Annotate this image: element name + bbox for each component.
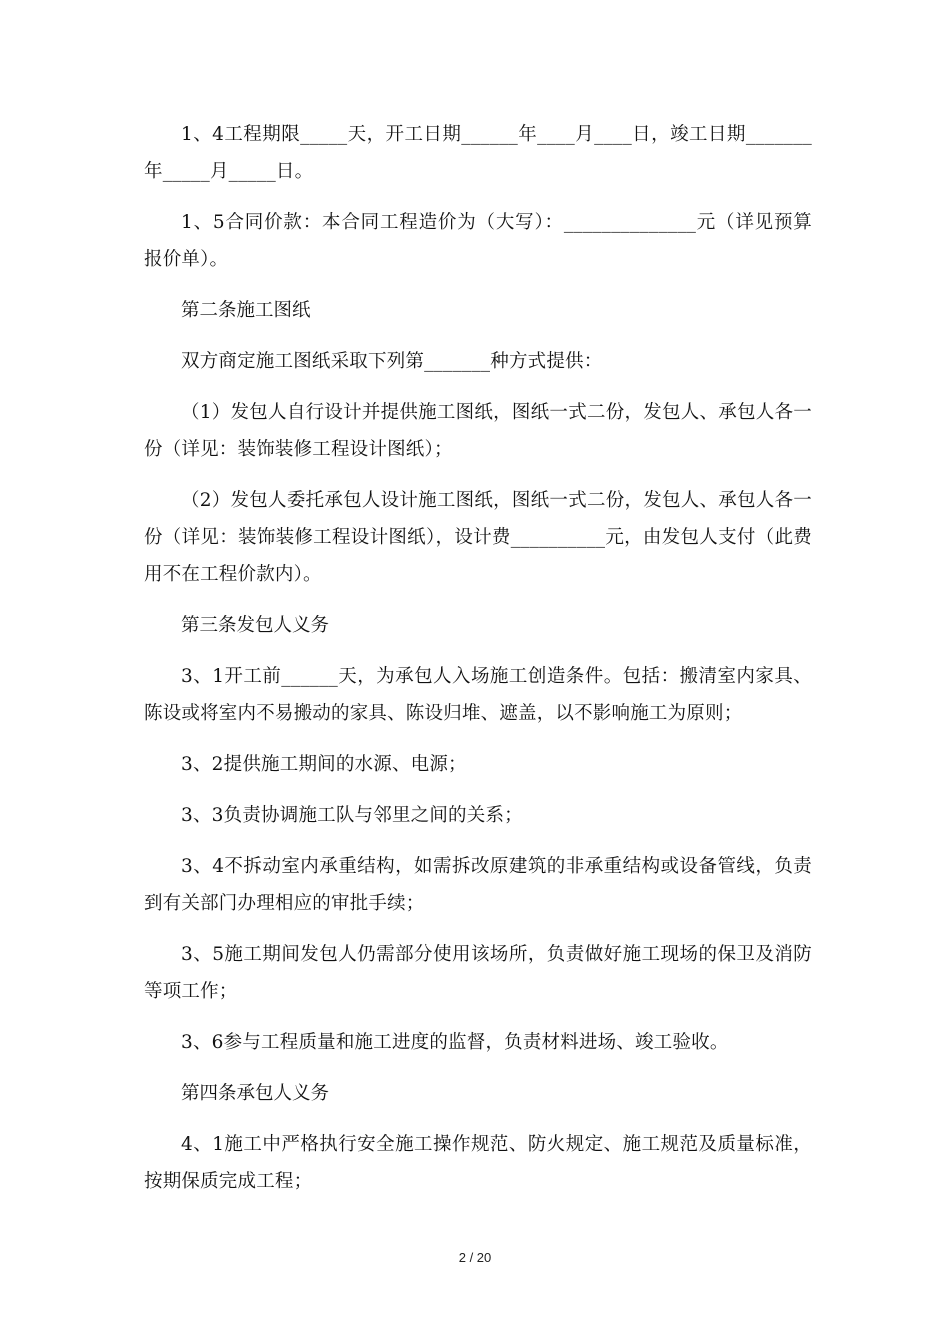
clause-3-6: 3、6参与工程质量和施工进度的监督，负责材料进场、竣工验收。 (181, 1032, 729, 1053)
drawing-method-text: 双方商定施工图纸采取下列第_______种方式提供： (181, 351, 603, 372)
clause-3-4: 3、4不拆动室内承重结构，如需拆改原建筑的非承重结构或设备管线，负责到有关部门办理相应的审批手续； (144, 856, 812, 914)
article-3-heading: 第三条发包人义务 (181, 615, 330, 636)
drawing-option-1: （1）发包人自行设计并提供施工图纸，图纸一式二份，发包人、承包人各一份（详见：装饰装修工程设计图纸）； (144, 402, 812, 460)
article-4-heading: 第四条承包人义务 (181, 1083, 330, 1104)
document-body (144, 116, 812, 1214)
clause-3-3: 3、3负责协调施工队与邻里之间的关系； (181, 805, 523, 826)
article-2-heading: 第二条施工图纸 (181, 300, 311, 321)
clause-1-5-contract-price: 1、5合同价款：本合同工程造价为（大写）：______________元（详见预算报价单）。 (144, 212, 812, 270)
clause-3-2: 3、2提供施工期间的水源、电源； (181, 754, 467, 775)
drawing-option-2: （2）发包人委托承包人设计施工图纸，图纸一式二份，发包人、承包人各一份（详见：装饰装修工程设计图纸），设计费__________元，由发包人支付（此费用不在工程价款内）。 (144, 490, 812, 585)
clause-4-1: 4、1施工中严格执行安全施工操作规范、防火规定、施工规范及质量标准，按期保质完成工程； (144, 1134, 812, 1192)
clause-1-4-duration: 1、4工程期限_____天，开工日期______年____月____日，竣工日期_______年_____月_____日。 (144, 124, 812, 182)
clause-3-1: 3、1开工前______天，为承包人入场施工创造条件。包括：搬清室内家具、陈设或将室内不易搬动的家具、陈设归堆、遮盖，以不影响施工为原则； (144, 666, 812, 724)
clause-3-5: 3、5施工期间发包人仍需部分使用该场所，负责做好施工现场的保卫及消防等项工作； (144, 944, 812, 1002)
page-number: 2 / 20 (458, 1250, 492, 1265)
